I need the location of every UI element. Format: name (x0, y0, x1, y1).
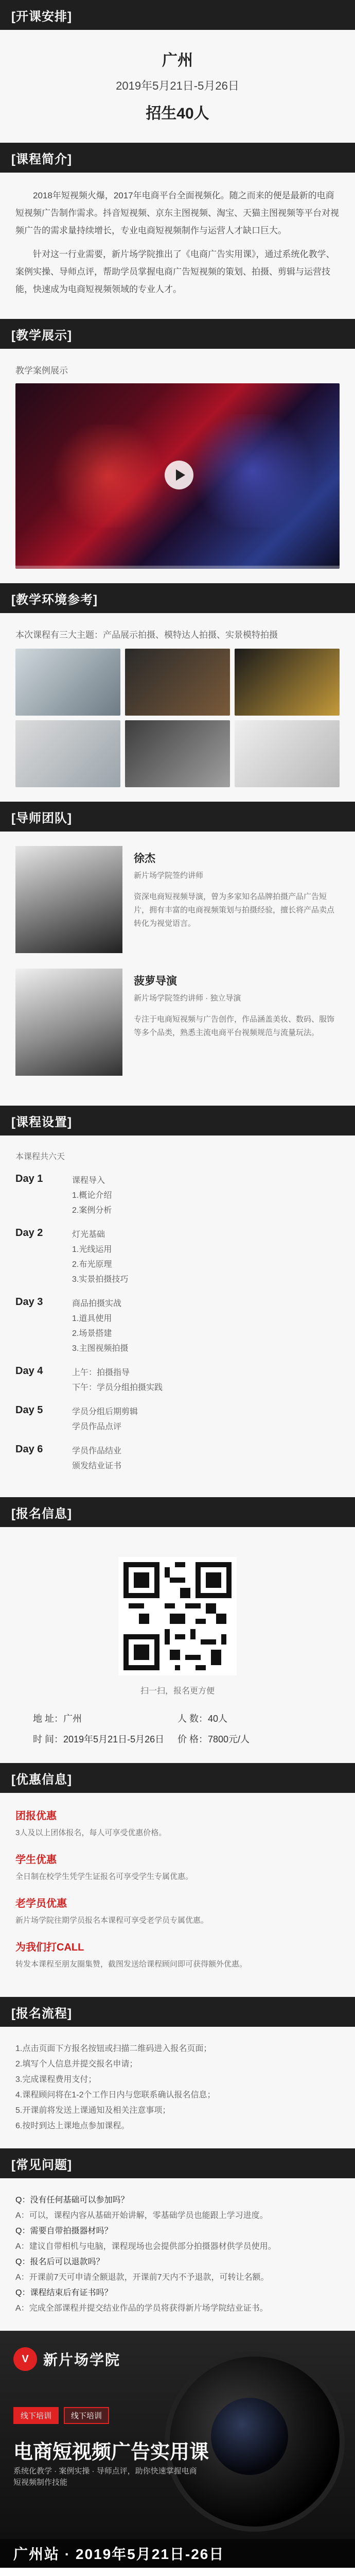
qr-block (15, 1541, 340, 1700)
flow-step: 5.开课前将发送上课通知及相关注意事项； (15, 2106, 171, 2115)
day-items (72, 1444, 121, 1473)
teaching-environment (0, 613, 355, 802)
course-dateline: 广州站 · 2019年5月21日-26日 (0, 2539, 355, 2568)
day-label: Day 4 (15, 1365, 43, 1377)
discount-item (15, 1939, 340, 1971)
place-label: 地 址： (33, 1714, 64, 1724)
price-value: 7800元/人 (208, 1734, 250, 1744)
day-items (72, 1404, 138, 1434)
day-item: 颁发结业证书 (72, 1462, 122, 1470)
footer-tag: 线下培训 (64, 2407, 109, 2424)
discount-title: 团报优惠 (15, 1810, 57, 1822)
day-items (72, 1227, 128, 1287)
day-item: 1.光线运用 (72, 1245, 112, 1254)
day-label: Day 5 (15, 1404, 43, 1416)
arrangement-city: 广州 (162, 52, 193, 69)
teacher-card (15, 969, 340, 1076)
env-photo (15, 649, 120, 716)
discount-desc: 全日制在校学生凭学生证报名可享受学生专属优惠。 (15, 1872, 193, 1881)
env-photo (125, 720, 230, 787)
day-item: 3.主图视频拍摄 (72, 1344, 129, 1353)
discount-desc: 转发本课程至朋友圈集赞，截图发送给课程顾问即可获得额外优惠。 (15, 1960, 247, 1969)
flow-step: 4.课程顾问将在1-2个工作日内与您联系确认报名信息； (15, 2091, 216, 2099)
teacher-card (15, 846, 340, 953)
flow-step: 6.按时到达上课地点参加课程。 (15, 2122, 130, 2130)
place-value: 广州 (63, 1714, 82, 1724)
day-item: 3.实景拍摄技巧 (72, 1275, 129, 1284)
section-header-signup: [报名信息] (0, 1497, 355, 1527)
signup-info (0, 1527, 355, 1763)
brand-logo (13, 2347, 120, 2371)
env-photo (15, 720, 120, 787)
intro-paragraph-2: 针对这一行业需要，新片场学院推出了《电商广告实用课》，通过系统化教学、案例实操、导师点评，帮助学员掌握电商广告短视频的策划、拍摄、剪辑与运营技能，快速成为电商短视频领域的专业人才。 (15, 249, 335, 294)
faq-question: Q：报名后可以退款吗？ (15, 2258, 104, 2266)
day-label: Day 3 (15, 1296, 43, 1308)
day-item: 1.概论介绍 (72, 1191, 112, 1200)
signup-details (15, 1700, 340, 1749)
section-header-faq: [常见问题] (0, 2148, 355, 2178)
play-icon[interactable] (165, 461, 193, 489)
flow-step: 3.完成课程费用支付； (15, 2075, 97, 2084)
course-subtitle: 系统化教学 · 案例实操 · 导师点评，助你快速掌握电商短视频制作技能 (13, 2467, 197, 2487)
faq-question: Q：需要自带拍摄器材吗？ (15, 2227, 113, 2235)
schedule-day (15, 1227, 340, 1287)
teacher-avatar (15, 969, 122, 1076)
day-items (72, 1173, 112, 1218)
env-photo (235, 720, 340, 787)
day-label: Day 6 (15, 1444, 43, 1455)
day-items (72, 1365, 163, 1395)
day-item: 下午：学员分组拍摄实践 (72, 1383, 163, 1392)
day-item: 学员分组后期剪辑 (72, 1408, 138, 1416)
day-items (72, 1296, 128, 1356)
section-header-demo: [教学展示] (0, 319, 355, 349)
course-intro (0, 173, 355, 319)
section-header-intro: [课程简介] (0, 143, 355, 173)
discount-title: 学生优惠 (15, 1854, 57, 1866)
discount-info (0, 1793, 355, 1997)
day-item: 2.场景搭建 (72, 1329, 112, 1338)
price-label: 价 格： (177, 1734, 208, 1744)
day-item: 2.布光原理 (72, 1260, 112, 1269)
schedule-day (15, 1444, 340, 1473)
day-item: 1.道具使用 (72, 1314, 112, 1323)
demo-label: 教学案例展示 (15, 366, 68, 376)
signup-people (177, 1711, 322, 1725)
section-header-env: [教学环境参考] (0, 583, 355, 613)
video-progress-bar[interactable] (15, 566, 340, 569)
flow-step: 1.点击页面下方报名按钮或扫描二维码进入报名页面； (15, 2044, 212, 2053)
day-item: 灯光基础 (72, 1230, 105, 1239)
teacher-avatar (15, 846, 122, 953)
teacher-title: 新片场学院签约讲师 · 独立导演 (134, 994, 241, 1003)
qr-caption: 扫一扫，报名更方便 (140, 1687, 215, 1696)
schedule-day (15, 1404, 340, 1434)
qr-code-icon[interactable] (118, 1557, 237, 1675)
section-header-arrangement: [开课安排] (0, 0, 355, 30)
people-label: 人 数： (177, 1714, 208, 1724)
faq-answer: A：建议自带相机与电脑，课程现场也会提供部分拍摄器材供学员使用。 (15, 2242, 276, 2251)
demo-video[interactable] (15, 383, 340, 569)
env-photo (125, 649, 230, 716)
schedule-day (15, 1173, 340, 1218)
arrangement-date: 2019年5月21日-5月26日 (116, 79, 239, 92)
mentor-team (0, 832, 355, 1106)
faq-answer: A：开课前7天可申请全额退款，开课前7天内不予退款，可转让名额。 (15, 2273, 269, 2282)
schedule-day (15, 1296, 340, 1356)
arrangement-quota: 招生40人 (146, 105, 209, 122)
people-value: 40人 (208, 1714, 228, 1724)
env-description: 本次课程有三大主题：产品展示拍摄、模特达人拍摄、实景模特拍摄 (15, 630, 278, 640)
day-item: 学员作品结业 (72, 1447, 122, 1455)
discount-title: 为我们打CALL (15, 1942, 84, 1953)
brand-mark-icon: V (13, 2347, 37, 2371)
brand-name: 新片场学院 (43, 2352, 121, 2368)
faq-question: Q：课程结束后有证书吗？ (15, 2289, 113, 2297)
course-schedule (0, 1136, 355, 1497)
teacher-title: 新片场学院签约讲师 (134, 871, 204, 880)
faq-question: Q：没有任何基础可以参加吗？ (15, 2196, 129, 2205)
signup-place (33, 1711, 177, 1725)
day-item: 2.案例分析 (72, 1206, 112, 1215)
course-arrangement (0, 30, 355, 143)
schedule-day (15, 1365, 340, 1395)
day-item: 上午：拍摄指导 (72, 1368, 130, 1377)
signup-time (33, 1732, 177, 1745)
section-header-flow: [报名流程] (0, 1997, 355, 2027)
discount-item (15, 1807, 340, 1840)
discount-desc: 3人及以上团体报名，每人可享受优惠价格。 (15, 1828, 167, 1837)
footer-tag: 线下培训 (13, 2407, 59, 2424)
course-title: 电商短视频广告实用课 (13, 2442, 209, 2463)
teaching-demo (0, 349, 355, 583)
day-item: 课程导入 (72, 1176, 105, 1185)
time-value: 2019年5月21日-5月26日 (63, 1734, 165, 1744)
discount-item (15, 1895, 340, 1927)
video-glow-blue (185, 414, 319, 528)
section-header-team: [导师团队] (0, 802, 355, 832)
discount-title: 老学员优惠 (15, 1898, 67, 1909)
section-header-discount: [优惠信息] (0, 1763, 355, 1793)
day-item: 商品拍摄实战 (72, 1299, 122, 1308)
intro-paragraph-1: 2018年短视频火爆，2017年电商平台全面视频化。随之而来的便是最新的电商短视频广告制作需求。抖音短视频、京东主图视频、淘宝、天猫主图视频等平台对视频广告的需求量持续增长，专业电商短视频制作与运营人才缺口巨大。 (15, 191, 339, 235)
teacher-desc: 专注于电商短视频与广告创作，作品涵盖美妆、数码、服饰等多个品类，熟悉主流电商平台视频规范与流量玩法。 (134, 1015, 335, 1037)
time-label: 时 间： (33, 1734, 64, 1744)
schedule-summary: 本课程共六天 (15, 1153, 65, 1161)
faq (0, 2178, 355, 2331)
day-label: Day 2 (15, 1227, 43, 1239)
discount-desc: 新片场学院往期学员报名本课程可享受老学员专属优惠。 (15, 1916, 209, 1925)
schedule-days (15, 1173, 340, 1473)
footer-tags (13, 2407, 114, 2424)
env-photo-grid (15, 649, 340, 787)
day-item: 学员作品点评 (72, 1422, 122, 1431)
teacher-name: 菠萝导演 (134, 975, 177, 987)
faq-answer: A：可以，课程内容从基础开始讲解，零基础学员也能跟上学习进度。 (15, 2211, 268, 2220)
env-photo (235, 649, 340, 716)
teacher-name: 徐杰 (134, 853, 155, 865)
faq-answer: A：完成全部课程并提交结业作品的学员将获得新片场学院结业证书。 (15, 2304, 268, 2313)
section-header-schedule: [课程设置] (0, 1106, 355, 1136)
footer-banner (0, 2331, 355, 2568)
discount-item (15, 1851, 340, 1884)
flow-step: 2.填写个人信息并提交报名申请； (15, 2060, 138, 2069)
teacher-desc: 资深电商短视频导演，曾为多家知名品牌拍摄产品广告短片，拥有丰富的电商视频策划与拍摄经验，擅长将产品卖点转化为视觉语言。 (134, 892, 335, 928)
signup-flow (0, 2027, 355, 2148)
signup-price (177, 1732, 322, 1745)
video-glow-red (46, 425, 170, 528)
day-label: Day 1 (15, 1173, 43, 1184)
